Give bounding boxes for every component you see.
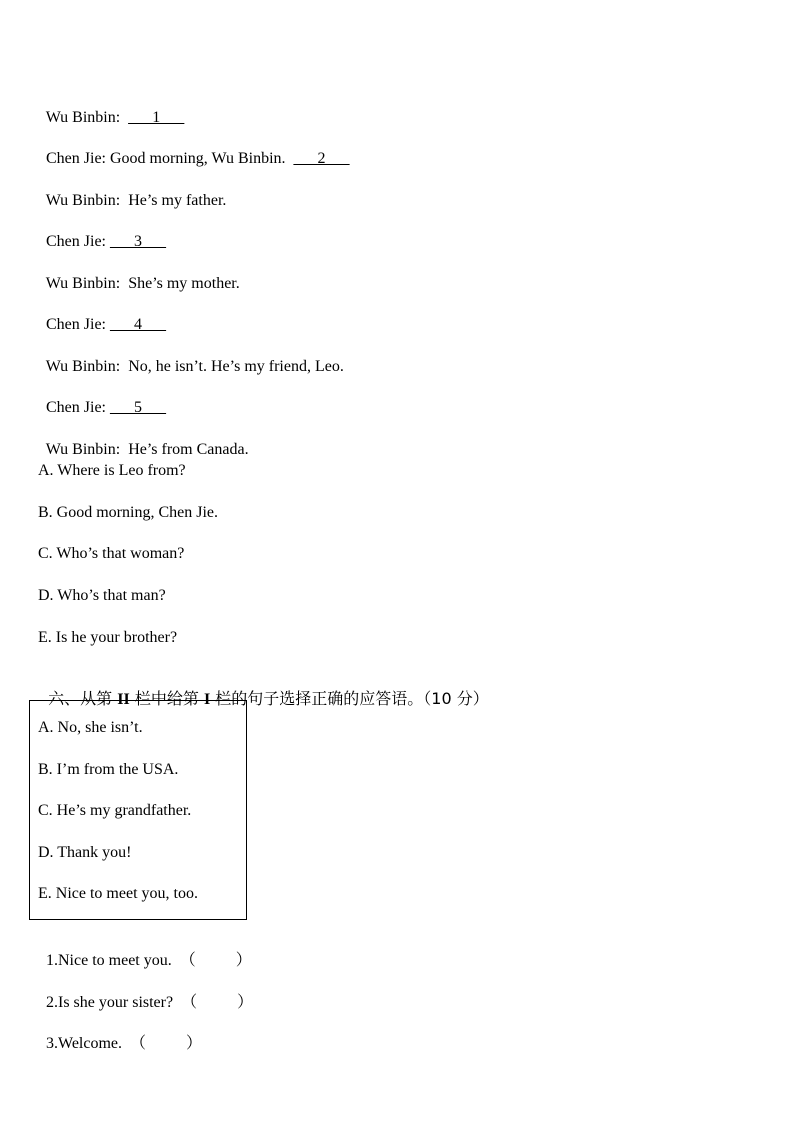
speaker: Chen Jie: <box>46 233 106 250</box>
option-a: A. Where is Leo from? <box>38 462 186 479</box>
answer-blank-2: ___2___ <box>293 150 350 167</box>
box-option-a: A. No, she isn’t. <box>38 719 143 736</box>
question-1 <box>38 931 252 971</box>
dialogue-text: She’s my mother. <box>128 275 240 292</box>
speaker: Wu Binbin: <box>45 192 121 209</box>
question-2 <box>38 973 253 1013</box>
box-option-c: C. He’s my grandfather. <box>38 802 192 819</box>
answer-blank-5: ___5___ <box>110 399 166 416</box>
option-b: B. Good morning, Chen Jie. <box>38 504 218 521</box>
speaker: Wu Binbin: <box>45 441 121 458</box>
answer-blank-3: ___3___ <box>110 233 166 250</box>
dialogue-text: He’s my father. <box>128 192 227 209</box>
option-c: C. Who’s that woman? <box>38 545 185 562</box>
question-text: 2.Is she your sister? <box>46 994 174 1011</box>
heading-prefix: 六、从第 <box>48 689 113 708</box>
answer-parentheses[interactable]: （ ） <box>181 994 254 1011</box>
dialogue-line-6 <box>38 295 166 335</box>
dialogue-line-8 <box>38 378 166 418</box>
speaker: Chen Jie: <box>46 150 106 167</box>
box-option-e: E. Nice to meet you, too. <box>38 885 198 902</box>
heading-roman-ii: II <box>117 691 130 708</box>
dialogue-line-9 <box>38 420 249 460</box>
option-d: D. Who’s that man? <box>38 587 166 604</box>
heading-roman-i: I <box>203 691 211 708</box>
question-text: 1.Nice to meet you. <box>46 952 172 969</box>
dialogue-line-7 <box>38 337 344 377</box>
box-option-d: D. Thank you! <box>38 844 132 861</box>
dialogue-line-1 <box>38 88 184 128</box>
answer-blank-4: ___4___ <box>110 316 166 333</box>
dialogue-text: Good morning, Wu Binbin. <box>110 150 286 167</box>
heading-middle: 栏中给第 <box>134 689 199 708</box>
dialogue-text: No, he isn’t. He’s my friend, Leo. <box>128 358 344 375</box>
answer-parentheses[interactable]: （ ） <box>130 1035 203 1052</box>
speaker: Wu Binbin: <box>45 275 121 292</box>
question-text: 3.Welcome. <box>46 1035 123 1052</box>
speaker: Chen Jie: <box>46 316 106 333</box>
dialogue-text: He’s from Canada. <box>128 441 249 458</box>
speaker: Wu Binbin: <box>45 109 121 126</box>
question-3 <box>38 1014 202 1054</box>
dialogue-line-4 <box>38 212 166 252</box>
speaker: Wu Binbin: <box>45 358 121 375</box>
box-option-b: B. I’m from the USA. <box>38 761 179 778</box>
answer-options-box <box>29 700 247 920</box>
speaker: Chen Jie: <box>46 399 106 416</box>
dialogue-line-3 <box>38 171 226 211</box>
heading-suffix: 栏的句子选择正确的应答语。（10 分） <box>215 689 489 708</box>
dialogue-line-5 <box>38 254 240 294</box>
option-e: E. Is he your brother? <box>38 629 178 646</box>
answer-blank-1: ___1___ <box>128 109 185 126</box>
answer-parentheses[interactable]: （ ） <box>179 952 252 969</box>
dialogue-line-2 <box>38 129 350 169</box>
